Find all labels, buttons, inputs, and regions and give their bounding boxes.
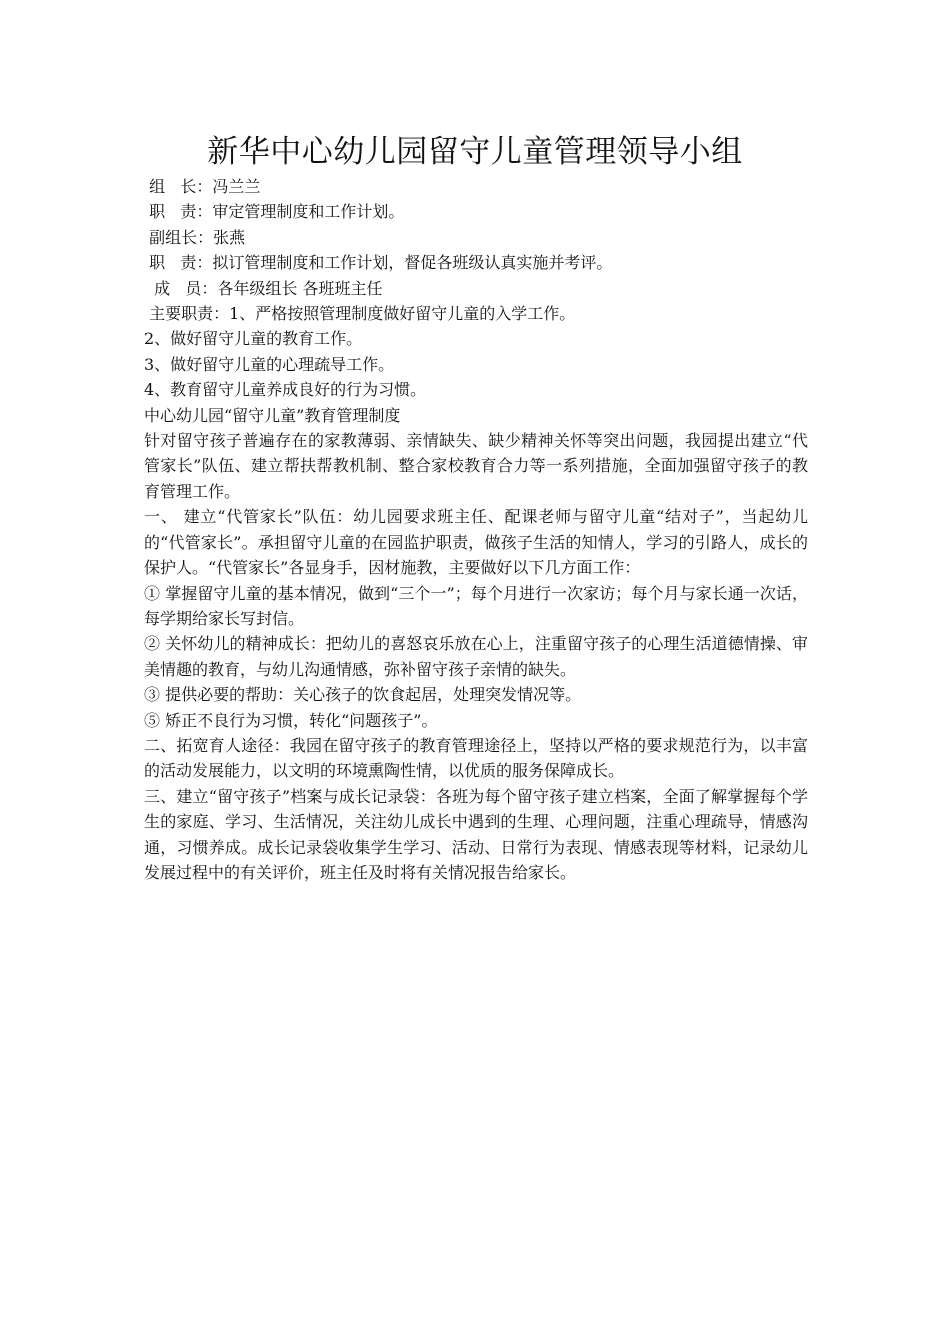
item-1-paragraph: ① 掌握留守儿童的基本情况，做到“三个一”；每个月进行一次家访；每个月与家长通一次话，每学期给家长写封信。 [144, 583, 808, 628]
document-title: 新华中心幼儿园留守儿童管理领导小组 [207, 134, 743, 170]
deputy-duty-line: 职 责：拟订管理制度和工作计划，督促各班级认真实施并考评。 [144, 253, 613, 273]
main-duties-line: 主要职责：1、严格按照管理制度做好留守儿童的入学工作。 [144, 304, 576, 324]
item-2-paragraph: ② 关怀幼儿的精神成长：把幼儿的喜怒哀乐放在心上，注重留守孩子的心理生活道德情操、审美情趣的教育，与幼儿沟通情感，弥补留守孩子亲情的缺失。 [144, 634, 808, 679]
section-2-paragraph: 二、拓宽育人途径：我园在留守孩子的教育管理途径上，坚持以严格的要求规范行为，以丰富的活动发展能力，以文明的环境熏陶性情，以优质的服务保障成长。 [144, 735, 808, 781]
leader-duty-line: 职 责：审定管理制度和工作计划。 [144, 202, 405, 222]
deputy-leader-line: 副组长：张燕 [144, 227, 246, 247]
intro-paragraph: 针对留守孩子普遍存在的家教薄弱、亲情缺失、缺少精神关怀等突出问题，我园提出建立“代管家长”队伍、建立帮扶帮教机制、整合家校教育合力等一系列措施，全面加强留守孩子的教育管理工作。 [144, 431, 808, 501]
duty-item-3: 3、做好留守儿童的心理疏导工作。 [144, 354, 395, 374]
section-3-paragraph: 三、建立“留守孩子”档案与成长记录袋：各班为每个留守孩子建立档案，全面了解掌握每个学生的家庭、学习、生活情况，关注幼儿成长中遇到的生理、心理问题，注重心理疏导，情感沟通，习惯养成。成长记录袋收集学生学习、活动、日常行为表现、情感表现等材料，记录幼儿发展过程中的有关评价，班主任及时将有关情况报告给家长。 [144, 786, 808, 882]
members-line: 成 员：各年级组长 各班班主任 [144, 278, 383, 298]
document-body [144, 174, 808, 885]
duty-item-4: 4、教育留守儿童养成良好的行为习惯。 [144, 380, 427, 400]
section-1-paragraph: 一、 建立“代管家长”队伍：幼儿园要求班主任、配课老师与留守儿童“结对子”，当起幼儿的“代管家长”。承担留守儿童的在园监护职责，做孩子生活的知情人，学习的引路人，成长的保护人。“代管家长”各显身手，因材施教，主要做好以下几方面工作： [144, 507, 808, 578]
duty-item-2: 2、做好留守儿童的教育工作。 [144, 329, 363, 349]
leader-line: 组 长：冯兰兰 [144, 177, 261, 196]
item-5-paragraph: ⑤ 矫正不良行为习惯，转化“问题孩子”。 [144, 710, 438, 730]
item-3-paragraph: ③ 提供必要的帮助：关心孩子的饮食起居，处理突发情况等。 [144, 685, 582, 705]
system-title: 中心幼儿园“留守儿童”教育管理制度 [144, 405, 401, 425]
